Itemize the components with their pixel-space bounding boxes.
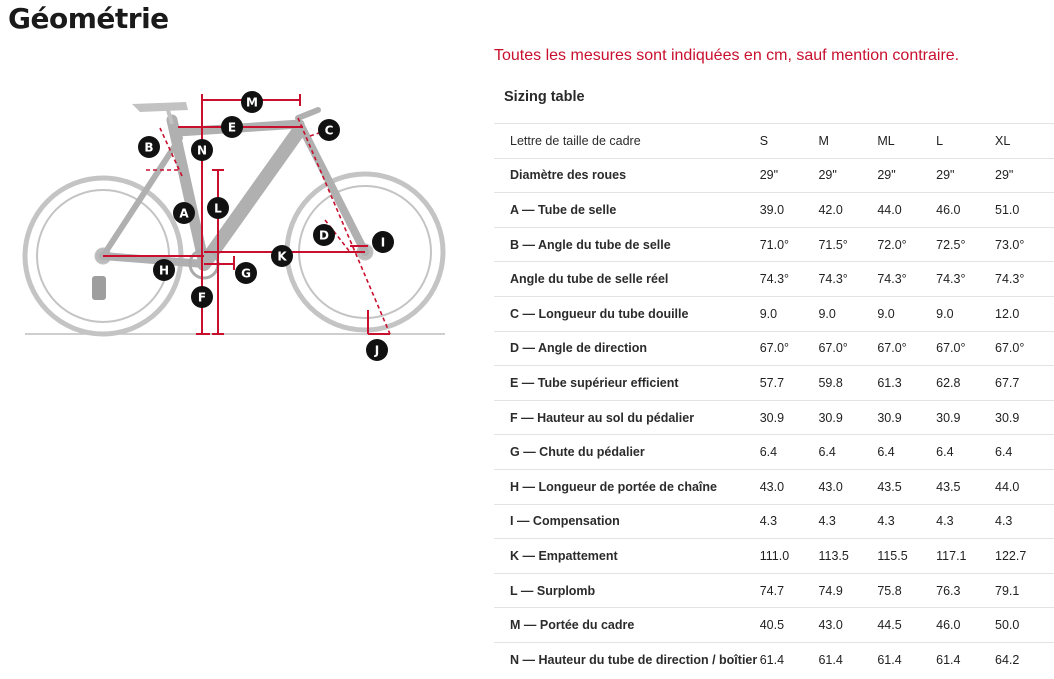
svg-text:L: L — [214, 201, 222, 216]
marker-g-icon — [235, 262, 257, 284]
row-value: 67.0° — [760, 331, 819, 366]
table-row — [494, 469, 1054, 504]
row-value: 75.8 — [877, 573, 936, 608]
row-value: 29" — [760, 158, 819, 193]
svg-text:H: H — [158, 263, 170, 278]
svg-text:G: G — [241, 266, 251, 281]
table-row — [494, 262, 1054, 297]
row-value: 6.4 — [818, 435, 877, 470]
row-value: 115.5 — [877, 539, 936, 574]
row-label: L — Surplomb — [494, 573, 760, 608]
row-value: 64.2 — [995, 642, 1054, 676]
row-value: 61.4 — [936, 642, 995, 676]
row-value: 57.7 — [760, 366, 819, 401]
row-value: 6.4 — [877, 435, 936, 470]
row-label: G — Chute du pédalier — [494, 435, 760, 470]
row-value: 67.0° — [936, 331, 995, 366]
svg-text:J: J — [374, 343, 380, 358]
row-value: 30.9 — [760, 400, 819, 435]
row-label: E — Tube supérieur efficient — [494, 366, 760, 401]
sizing-table-title: Sizing table — [504, 89, 585, 105]
row-value: 6.4 — [995, 435, 1054, 470]
row-value: 61.3 — [877, 366, 936, 401]
row-value: 29" — [818, 158, 877, 193]
svg-text:N: N — [196, 143, 208, 158]
row-value: 44.0 — [995, 469, 1054, 504]
row-value: 30.9 — [995, 400, 1054, 435]
marker-m-icon — [241, 91, 263, 113]
row-label: K — Empattement — [494, 539, 760, 574]
marker-i-icon — [372, 231, 394, 253]
row-value: 42.0 — [818, 193, 877, 228]
row-value: 4.3 — [995, 504, 1054, 539]
row-value: 72.5° — [936, 227, 995, 262]
row-value: 4.3 — [818, 504, 877, 539]
row-value: 46.0 — [936, 193, 995, 228]
table-row — [494, 227, 1054, 262]
bike-geometry-diagram — [0, 80, 470, 380]
table-row — [494, 296, 1054, 331]
row-value: 51.0 — [995, 193, 1054, 228]
row-label: I — Compensation — [494, 504, 760, 539]
row-label: Diamètre des roues — [494, 158, 760, 193]
row-value: 61.4 — [760, 642, 819, 676]
row-value: 76.3 — [936, 573, 995, 608]
row-value: 43.5 — [877, 469, 936, 504]
row-value: 44.0 — [877, 193, 936, 228]
table-row — [494, 642, 1054, 676]
svg-text:D: D — [319, 228, 329, 243]
row-label: M — Portée du cadre — [494, 608, 760, 643]
row-value: 46.0 — [936, 608, 995, 643]
row-value: 50.0 — [995, 608, 1054, 643]
row-value: 71.5° — [818, 227, 877, 262]
marker-f-icon — [191, 286, 213, 308]
svg-text:C: C — [324, 123, 334, 138]
page-title: Géométrie — [8, 2, 169, 35]
row-value: 30.9 — [877, 400, 936, 435]
row-value: 9.0 — [877, 296, 936, 331]
marker-h-icon — [153, 259, 175, 281]
row-value: 44.5 — [877, 608, 936, 643]
header-label: Lettre de taille de cadre — [494, 124, 760, 159]
row-value: 67.7 — [995, 366, 1054, 401]
row-value: 4.3 — [760, 504, 819, 539]
row-value: 59.8 — [818, 366, 877, 401]
row-value: 74.3° — [760, 262, 819, 297]
table-row — [494, 608, 1054, 643]
row-value: 43.5 — [936, 469, 995, 504]
row-label: H — Longueur de portée de chaîne — [494, 469, 760, 504]
row-label: C — Longueur du tube douille — [494, 296, 760, 331]
row-value: 67.0° — [818, 331, 877, 366]
row-value: 4.3 — [877, 504, 936, 539]
row-value: 61.4 — [818, 642, 877, 676]
header-size: ML — [877, 124, 936, 159]
marker-n-icon — [191, 139, 213, 161]
svg-text:K: K — [277, 249, 287, 264]
marker-l-icon — [207, 197, 229, 219]
marker-c-icon — [318, 119, 340, 141]
row-value: 6.4 — [760, 435, 819, 470]
table-row — [494, 331, 1054, 366]
row-label: A — Tube de selle — [494, 193, 760, 228]
row-label: Angle du tube de selle réel — [494, 262, 760, 297]
row-value: 6.4 — [936, 435, 995, 470]
row-label: D — Angle de direction — [494, 331, 760, 366]
row-label: B — Angle du tube de selle — [494, 227, 760, 262]
header-size: L — [936, 124, 995, 159]
row-value: 30.9 — [818, 400, 877, 435]
row-value: 29" — [995, 158, 1054, 193]
svg-text:A: A — [179, 206, 189, 221]
row-label: N — Hauteur du tube de direction / boîtier — [494, 642, 760, 676]
row-value: 4.3 — [936, 504, 995, 539]
table-row — [494, 193, 1054, 228]
row-value: 30.9 — [936, 400, 995, 435]
row-value: 111.0 — [760, 539, 819, 574]
row-value: 9.0 — [818, 296, 877, 331]
row-value: 67.0° — [877, 331, 936, 366]
row-value: 74.3° — [818, 262, 877, 297]
row-value: 113.5 — [818, 539, 877, 574]
table-header-row — [494, 124, 1054, 159]
marker-j-icon — [366, 339, 388, 361]
row-value: 43.0 — [818, 469, 877, 504]
table-row — [494, 366, 1054, 401]
row-value: 73.0° — [995, 227, 1054, 262]
row-value: 79.1 — [995, 573, 1054, 608]
row-value: 39.0 — [760, 193, 819, 228]
row-value: 61.4 — [877, 642, 936, 676]
derailleur — [92, 276, 106, 300]
row-value: 72.0° — [877, 227, 936, 262]
table-row — [494, 504, 1054, 539]
row-value: 74.7 — [760, 573, 819, 608]
row-value: 12.0 — [995, 296, 1054, 331]
marker-e-icon — [221, 116, 243, 138]
row-value: 62.8 — [936, 366, 995, 401]
row-value: 74.9 — [818, 573, 877, 608]
svg-text:B: B — [144, 140, 154, 155]
table-row — [494, 539, 1054, 574]
table-row — [494, 158, 1054, 193]
svg-text:I: I — [380, 235, 386, 250]
table-row — [494, 435, 1054, 470]
row-label: F — Hauteur au sol du pédalier — [494, 400, 760, 435]
row-value: 74.3° — [995, 262, 1054, 297]
svg-text:E: E — [227, 120, 237, 135]
header-size: M — [818, 124, 877, 159]
row-value: 43.0 — [818, 608, 877, 643]
table-row — [494, 573, 1054, 608]
units-notice: Toutes les mesures sont indiquées en cm, sauf mention contraire. — [494, 47, 960, 64]
row-value: 117.1 — [936, 539, 995, 574]
row-value: 122.7 — [995, 539, 1054, 574]
row-value: 9.0 — [760, 296, 819, 331]
row-value: 74.3° — [936, 262, 995, 297]
row-value: 40.5 — [760, 608, 819, 643]
header-size: S — [760, 124, 819, 159]
row-value: 9.0 — [936, 296, 995, 331]
row-value: 71.0° — [760, 227, 819, 262]
svg-text:F: F — [197, 290, 207, 305]
marker-d-icon — [313, 224, 335, 246]
marker-b-icon — [138, 136, 160, 158]
header-size: XL — [995, 124, 1054, 159]
row-value: 43.0 — [760, 469, 819, 504]
row-value: 74.3° — [877, 262, 936, 297]
svg-text:M: M — [246, 95, 258, 110]
marker-k-icon — [271, 245, 293, 267]
marker-a-icon — [173, 202, 195, 224]
row-value: 29" — [877, 158, 936, 193]
row-value: 67.0° — [995, 331, 1054, 366]
sizing-table — [494, 123, 1054, 677]
row-value: 29" — [936, 158, 995, 193]
table-row — [494, 400, 1054, 435]
saddle — [132, 102, 188, 112]
